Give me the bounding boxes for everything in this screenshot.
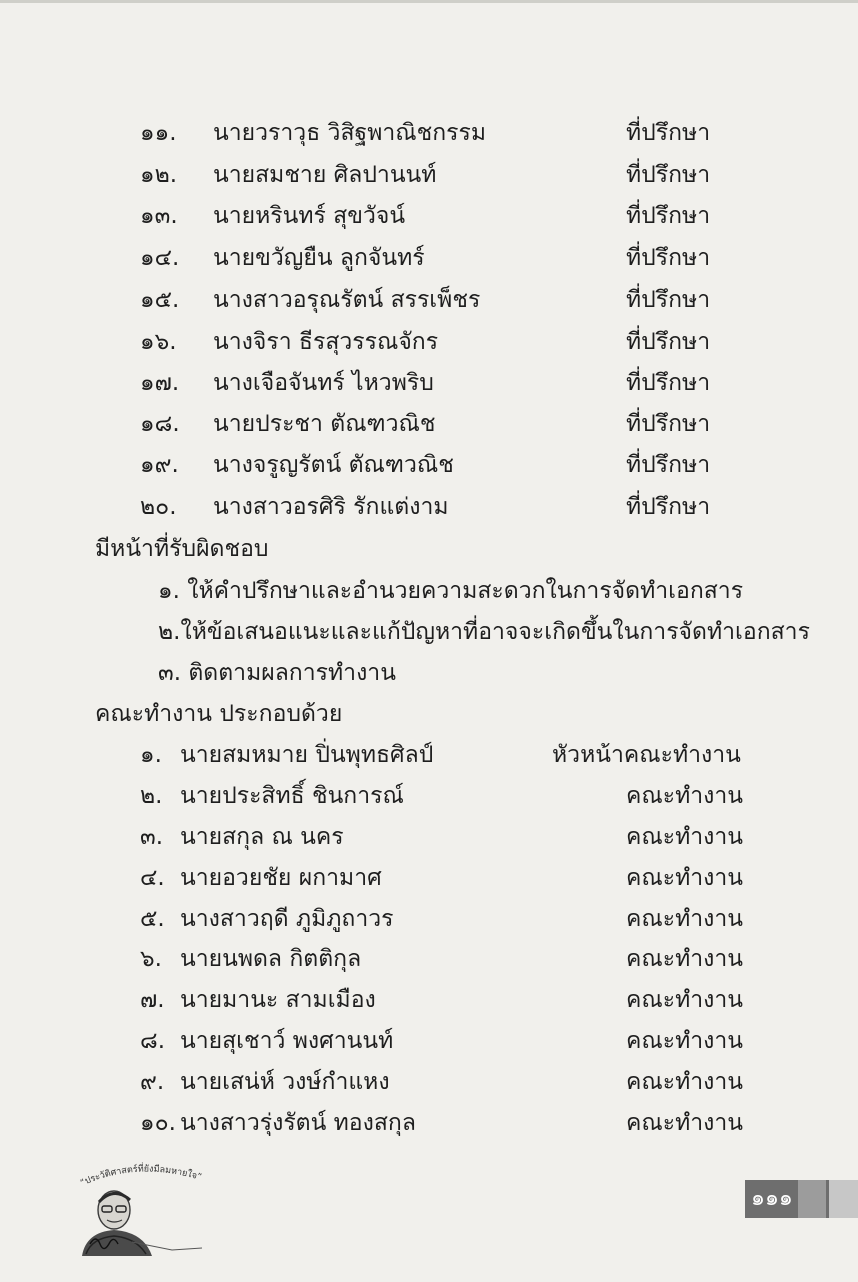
person-role: ที่ปรึกษา xyxy=(626,287,711,313)
item-number: ๑๗. xyxy=(140,370,180,396)
item-number: ๑๓. xyxy=(140,203,178,229)
person-name: นายเสน่ห์ วงษ์กำแหง xyxy=(180,1069,390,1095)
item-number: ๑๐. xyxy=(140,1110,176,1136)
person-role: คณะทำงาน xyxy=(626,1028,744,1054)
person-role: ที่ปรึกษา xyxy=(626,494,711,520)
item-number: ๙. xyxy=(140,1069,165,1095)
person-name: นางเจือจันทร์ ไหวพริบ xyxy=(213,370,434,396)
item-number: ๗. xyxy=(140,987,165,1013)
person-role: ที่ปรึกษา xyxy=(626,411,711,437)
person-name: นายมานะ สามเมือง xyxy=(180,987,376,1013)
person-role: ที่ปรึกษา xyxy=(626,452,711,478)
person-name: นายวราวุธ วิสิฐพาณิชกรรม xyxy=(213,120,487,146)
item-number: ๑๖. xyxy=(140,329,177,355)
person-name: นางจิรา ธีรสุวรรณจักร xyxy=(213,329,439,355)
item-number: ๖. xyxy=(140,946,162,972)
tab-block xyxy=(829,1180,858,1218)
working-heading: คณะทำงาน ประกอบด้วย xyxy=(95,701,343,727)
item-number: ๑๙. xyxy=(140,452,179,478)
item-number: ๑๔. xyxy=(140,245,180,271)
duty-item: ๒.ให้ข้อเสนอแนะและแก้ปัญหาที่อาจจะเกิดขึ้นในการจัดทำเอกสาร xyxy=(158,619,810,645)
item-number: ๒๐. xyxy=(140,494,177,520)
person-role: คณะทำงาน xyxy=(626,824,744,850)
person-name: นางสาวอรุณรัตน์ สรรเพ็ชร xyxy=(213,287,481,313)
item-number: ๑๘. xyxy=(140,411,180,437)
item-number: ๕. xyxy=(140,906,165,932)
person-name: นายหรินทร์ สุขวัจน์ xyxy=(213,203,406,229)
duties-heading: มีหน้าที่รับผิดชอบ xyxy=(95,536,269,562)
footer-caption xyxy=(79,1161,202,1188)
tab-block xyxy=(798,1180,826,1218)
person-name: นายสมหมาย ปิ่นพุทธศิลป์ xyxy=(180,742,434,768)
item-number: ๘. xyxy=(140,1028,166,1054)
person-role: ที่ปรึกษา xyxy=(626,203,711,229)
person-name: นายสมชาย ศิลปานนท์ xyxy=(213,162,437,188)
footer-caption-text: “ประวัติศาสตร์ที่ยังมีลมหายใจ” xyxy=(79,1164,203,1189)
person-name: นายสุเชาว์ พงศานนท์ xyxy=(180,1028,394,1054)
page-number: ๑๑๑ xyxy=(751,1186,793,1211)
person-role: คณะทำงาน xyxy=(626,906,744,932)
page-number-tab xyxy=(745,1180,858,1218)
duty-item: ๓. ติดตามผลการทำงาน xyxy=(158,660,396,686)
footer-portrait-illustration xyxy=(72,1158,222,1258)
top-border xyxy=(0,0,858,3)
item-number: ๑. xyxy=(140,742,162,768)
item-number: ๑๕. xyxy=(140,287,180,313)
person-role: ที่ปรึกษา xyxy=(626,245,711,271)
item-number: ๔. xyxy=(140,865,165,891)
person-name: นางจรูญรัตน์ ตัณฑวณิช xyxy=(213,452,454,478)
item-number: ๒. xyxy=(140,783,163,809)
person-role: คณะทำงาน xyxy=(626,865,744,891)
person-name: นายสกุล ณ นคร xyxy=(180,824,344,850)
person-role: คณะทำงาน xyxy=(626,1110,744,1136)
person-name: นายประชา ตัณฑวณิช xyxy=(213,411,436,437)
person-role: คณะทำงาน xyxy=(626,783,744,809)
item-number: ๑๑. xyxy=(140,120,177,146)
person-role: คณะทำงาน xyxy=(626,946,744,972)
person-role: ที่ปรึกษา xyxy=(626,329,711,355)
person-name: นางสาวอรศิริ รักแต่งาม xyxy=(213,494,449,520)
person-role: หัวหน้าคณะทำงาน xyxy=(552,742,741,768)
person-name: นายนพดล กิตติกุล xyxy=(180,946,362,972)
person-role: ที่ปรึกษา xyxy=(626,370,711,396)
item-number: ๓. xyxy=(140,824,164,850)
duty-item: ๑. ให้คำปรึกษาและอำนวยความสะดวกในการจัดทำเอกสาร xyxy=(158,578,744,604)
person-role: ที่ปรึกษา xyxy=(626,162,711,188)
item-number: ๑๒. xyxy=(140,162,178,188)
person-name: นายประสิทธิ์ ชินการณ์ xyxy=(180,783,404,809)
person-role: คณะทำงาน xyxy=(626,1069,744,1095)
person-name: นายขวัญยืน ลูกจันทร์ xyxy=(213,245,425,271)
person-name: นางสาวรุ่งรัตน์ ทองสกุล xyxy=(180,1110,416,1136)
person-name: นางสาวฤดี ภูมิภูถาวร xyxy=(180,906,394,932)
person-role: ที่ปรึกษา xyxy=(626,120,711,146)
person-name: นายอวยชัย ผกามาศ xyxy=(180,865,382,891)
portrait-sketch-icon xyxy=(72,1158,222,1258)
person-role: คณะทำงาน xyxy=(626,987,744,1013)
